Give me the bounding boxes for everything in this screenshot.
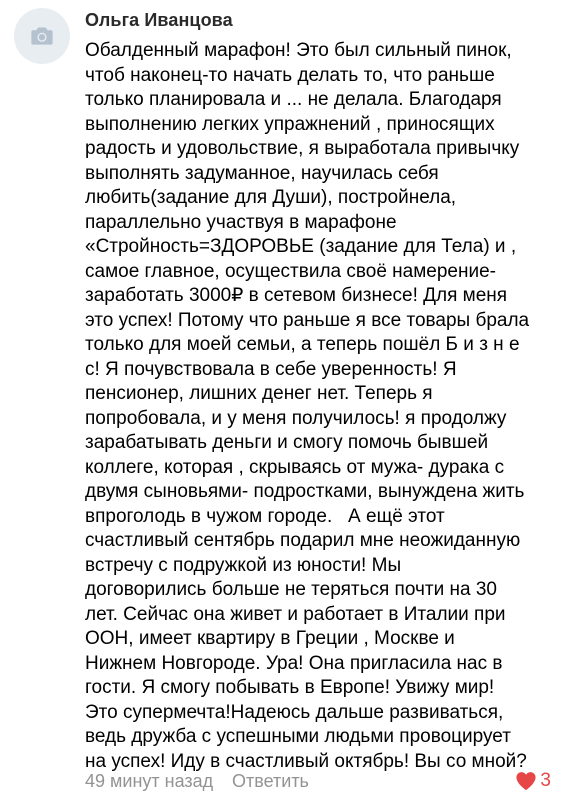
comment-text-line: только планировала и ... не делала. Благодаря (85, 89, 502, 110)
comment-text-line: любить(задание для Души), постройнела, (85, 187, 457, 208)
comment-text-line: выполнять задуманное, научилась себя (85, 162, 439, 184)
like-button[interactable] (515, 770, 551, 792)
comment-text-line: параллельно участвуя в марафоне (85, 211, 397, 233)
comment-text-line: впроголодь в чужом городе. А ещё этот (85, 505, 445, 527)
comment-timestamp: 49 минут назад (85, 771, 214, 791)
author-name[interactable]: Ольга Иванцова (85, 10, 233, 30)
reply-button[interactable]: Ответить (232, 771, 309, 791)
comment-text-line: встречу с подружкой из юности! Мы (85, 554, 402, 576)
like-count: 3 (540, 770, 551, 791)
comment-text-line: договорились больше не теряться почти на 30 (85, 579, 497, 600)
comment-text-line: только для моей семьи, а теперь пошёл Б и з н е (85, 334, 520, 355)
comment-text-line: самое главное, осуществила своё намерение- (85, 260, 496, 282)
comment-text-line: это успех! Потому что раньше я все товары брала (85, 309, 530, 331)
avatar[interactable] (14, 8, 70, 64)
comment-text-line: ООН, имеет квартиру в Греции , Москве и (85, 628, 455, 649)
comment-footer (85, 771, 551, 795)
comment-text-line: двумя сыновьями- подростками, вынуждена жить (85, 481, 525, 502)
comment-text-line: на успех! Иду в счастливый октябрь! Вы со мной? (85, 750, 527, 772)
comment-text-line: попробовала, и у меня получилось! я продолжу (85, 407, 507, 429)
comment-text-line: «Стройность=ЗДОРОВЬЕ (задание для Тела) и , (85, 236, 517, 257)
comment-text-line: ведь дружба с успешными людьми провоцирует (85, 726, 511, 747)
comment-text-line: гости. Я смогу побывать в Европе! Увижу мир! (85, 677, 495, 698)
comment-text-line: Обалденный марафон! Это был сильный пинок, (85, 40, 512, 61)
comment-text-line: выполнению легких упражнений , приносящих (85, 113, 495, 135)
comment-text-line: Это супермечта!Надеюсь дальше развиваться, (85, 701, 504, 723)
camera-icon (30, 26, 54, 46)
comment-text-line: пенсионер, лишних денег нет. Теперь я (85, 383, 433, 404)
comment-text-line: счастливый сентябрь подарил мне неожиданную (85, 530, 521, 551)
comment-text (85, 39, 555, 774)
comment-text-line: радость и удовольствие, я выработала привычку (85, 138, 520, 159)
heart-icon (515, 771, 537, 791)
comment-text-line: чтоб наконец-то начать делать то, что раньше (85, 64, 495, 86)
comment-text-line: Нижнем Новгороде. Ура! Она пригласила нас в (85, 652, 503, 674)
comment-text-line: лет. Сейчас она живет и работает в Италии при (85, 603, 506, 625)
comment-text-line: коллеге, которая , скрываясь от мужа- дурака с (85, 456, 505, 478)
comment-text-line: зарабатывать деньги и смогу помочь бывшей (85, 432, 489, 453)
comment-text-line: с! Я почувствовала в себе уверенность! Я (85, 358, 457, 380)
comment-text-line: заработать 3000₽ в сетевом бизнесе! Для меня (85, 285, 508, 306)
